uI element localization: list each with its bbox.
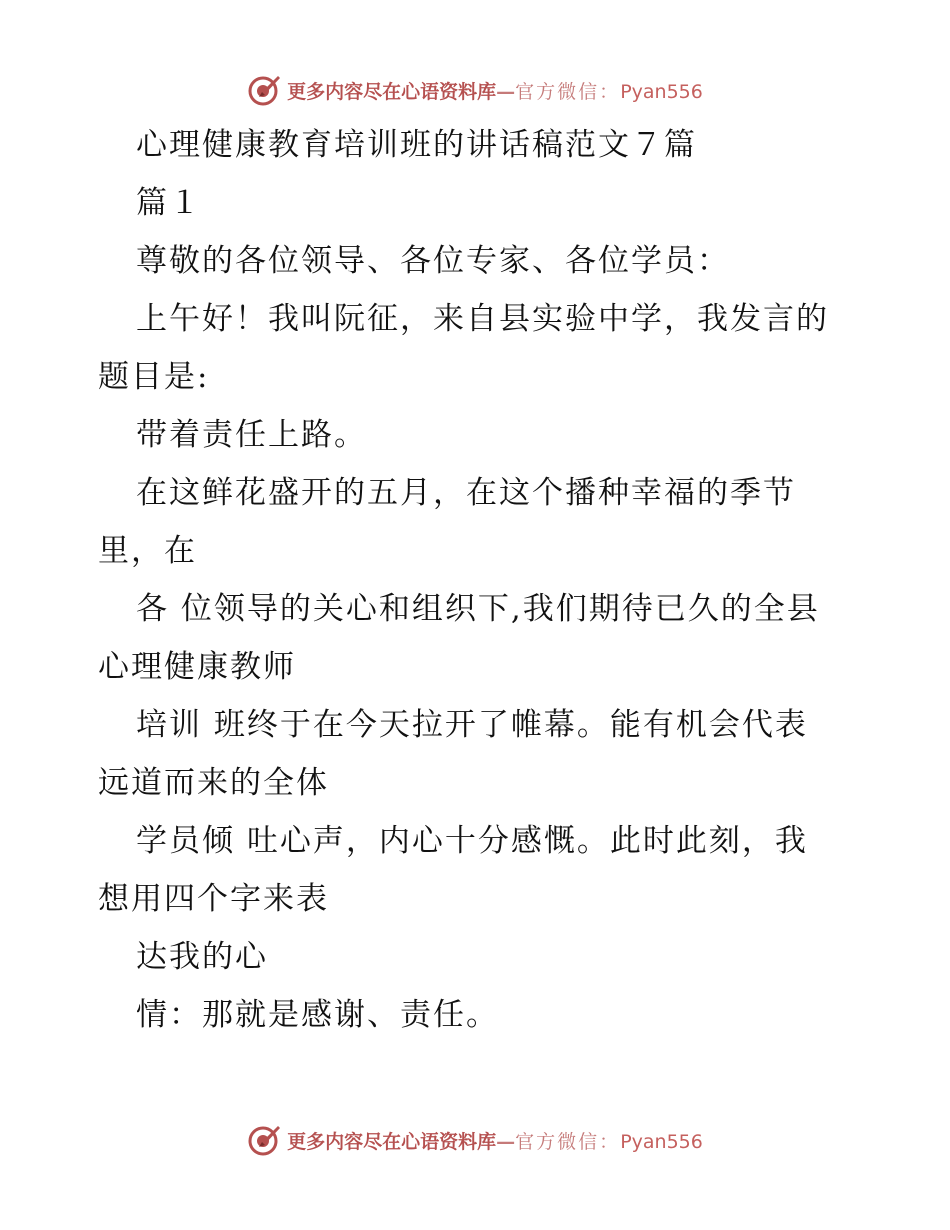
paragraph-line: 尊敬的各位领导、各位专家、各位学员： (136, 243, 730, 279)
footer-banner-main: 更多内容尽在心语资料库 (287, 1130, 497, 1153)
quill-pen-logo-icon (247, 1123, 281, 1157)
paragraph (98, 464, 858, 580)
paragraph (98, 406, 858, 464)
quill-pen-logo-icon (247, 73, 281, 107)
paragraph-line: 在这鲜花盛开的五月，在这个播种幸福的季节 (136, 475, 796, 511)
paragraph (98, 696, 858, 812)
paragraph-line: 学员倾 吐心声，内心十分感慨。此时此刻，我 (136, 823, 808, 859)
document-body (98, 116, 858, 1044)
paragraph (98, 812, 858, 928)
paragraph-line: 情：那就是感谢、责任。 (136, 997, 499, 1033)
paragraph-line-cont: 想用四个字来表 (98, 881, 329, 917)
footer-banner-sub: 官方微信： (515, 1130, 621, 1153)
footer-banner-text (287, 1127, 703, 1154)
paragraph-line-cont: 题目是: (98, 359, 210, 395)
document-title: 心理健康教育培训班的讲话稿范文７篇 (136, 127, 697, 163)
paragraph-line: 上午好！我叫阮征，来自县实验中学，我发言的 (136, 301, 829, 337)
section-heading: 篇１ (136, 185, 202, 221)
paragraph (98, 580, 858, 696)
footer-banner-dash: — (496, 1130, 516, 1153)
paragraph (98, 232, 858, 290)
paragraph-line: 各 位领导的关心和组织下,我们期待已久的全县 (136, 591, 820, 627)
header-banner-dash: — (496, 80, 516, 103)
paragraph-line: 培训 班终于在今天拉开了帷幕。能有机会代表 (136, 707, 808, 743)
paragraph-line: 达我的心 (136, 939, 268, 975)
header-banner-sub: 官方微信： (515, 80, 621, 103)
header-banner-id: Pyan556 (620, 80, 703, 103)
footer-banner (0, 1120, 950, 1160)
paragraph-line: 带着责任上路。 (136, 417, 367, 453)
paragraph (98, 290, 858, 406)
footer-banner-id: Pyan556 (620, 1130, 703, 1153)
header-banner-main: 更多内容尽在心语资料库 (287, 80, 497, 103)
header-banner-text (287, 77, 703, 104)
paragraph-line-cont: 远道而来的全体 (98, 765, 329, 801)
header-banner (0, 70, 950, 110)
paragraph (98, 928, 858, 986)
paragraph (98, 986, 858, 1044)
paragraph-line-cont: 里，在 (98, 533, 197, 569)
paragraph-line-cont: 心理健康教师 (98, 649, 296, 685)
